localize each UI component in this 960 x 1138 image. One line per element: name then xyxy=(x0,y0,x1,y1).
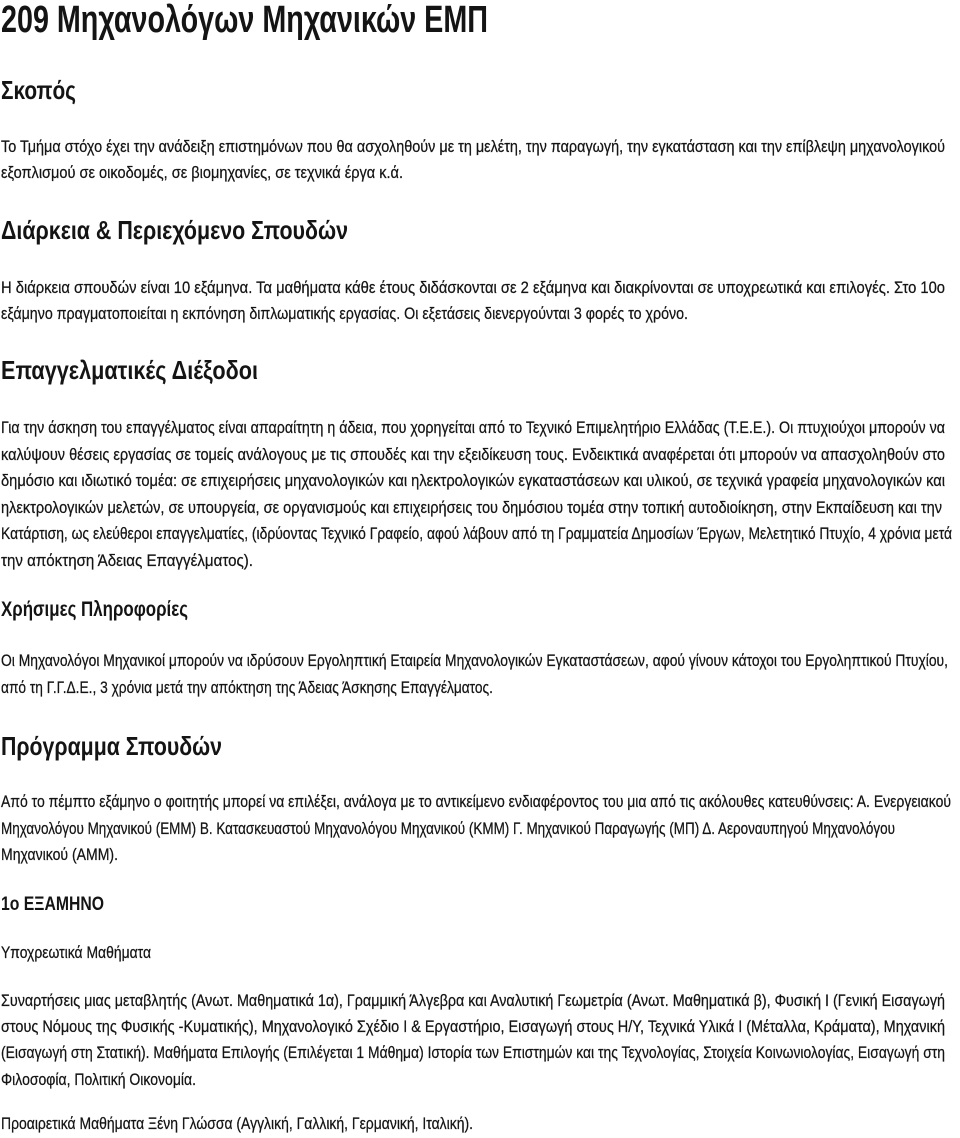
section-heading-purpose: Σκοπός xyxy=(1,75,76,105)
section-careers xyxy=(1,355,952,570)
paragraph-line: δημόσιο και ιδιωτικό τομέα: σε επιχειρήσεις μηχανολογικών και ηλεκτρολογικών εγκαταστάσεων και υλικού, σε τεχνικά γραφεία μηχανολογικών και xyxy=(1,471,946,490)
paragraph-line: Οι Μηχανολόγοι Μηχανικοί μπορούν να ιδρύσουν Εργοληπτική Εταιρεία Μηχανολογικών Εγκαταστάσεων, αφού γίνουν κάτοχοι του Εργοληπτικού Πτυχίου, xyxy=(1,651,948,670)
course-list-line: (Εισαγωγή στη Στατική). Μαθήματα Επιλογής (Επιλέγεται 1 Μάθημα) Ιστορία των Επιστημών και της Τεχνολογίας, Στοιχεία Κοινωνιολογίας, Εισαγωγή στη xyxy=(1,1043,945,1062)
semester-heading: 1ο ΕΞΑΜΗΝΟ xyxy=(1,894,104,915)
paragraph-line: Μηχανικού (ΑΜΜ). xyxy=(1,845,118,864)
section-heading-careers: Επαγγελματικές Διέξοδοι xyxy=(1,355,258,385)
optional-courses-line: Προαιρετικά Μαθήματα Ξένη Γλώσσα (Αγγλική, Γαλλική, Γερμανική, Ιταλική). xyxy=(1,1114,473,1133)
section-purpose xyxy=(1,75,945,182)
paragraph-line: Από το πέμπτο εξάμηνο ο φοιτητής μπορεί να επιλέξει, ανάλογα με το αντικείμενο ενδιαφέροντος του μια από τις ακόλουθες κατευθύνσεις: Α. Ενεργειακού xyxy=(1,792,951,811)
course-list-line: Φιλοσοφία, Πολιτική Οικονομία. xyxy=(1,1070,196,1089)
section-duration xyxy=(1,215,945,323)
paragraph-line: Το Τμήμα στόχο έχει την ανάδειξη επιστημόνων που θα ασχοληθούν με τη μελέτη, την παραγωγή, την εγκατάσταση και την επίβλεψη μηχανολογικού xyxy=(1,137,945,156)
section-heading-duration: Διάρκεια & Περιεχόμενο Σπουδών xyxy=(1,215,348,245)
semester-1 xyxy=(1,894,945,1133)
section-useful-info xyxy=(1,598,948,697)
paragraph-line: ηλεκτρολογικών μελετών, σε υπουργεία, σε οργανισμούς και επιχειρήσεις του δημόσιου τομέα στην τοπική αυτοδιοίκηση, στην Εκπαίδευση και την xyxy=(1,498,942,517)
required-courses-label: Υποχρεωτικά Μαθήματα xyxy=(1,943,152,962)
course-list-line: Συναρτήσεις μιας μεταβλητής (Ανωτ. Μαθηματικά 1α), Γραμμική Άλγεβρα και Αναλυτική Γεωμετρία (Ανωτ. Μαθηματικά β), Φυσική Ι (Γενική Εισαγωγή xyxy=(1,991,945,1010)
paragraph-line: καλύψουν θέσεις εργασίας σε τομείς ανάλογους με τις σπουδές και την εξειδίκευση τους. Ενδεικτικά αναφέρεται ότι μπορούν να απασχοληθούν στο xyxy=(1,445,945,464)
course-list-line: στους Νόμους της Φυσικής -Κυματικής), Μηχανολογικό Σχέδιο Ι & Εργαστήριο, Εισαγωγή στους Η/Υ, Τεχνικά Υλικά Ι (Μέταλλα, Κράματα), Μηχανική xyxy=(1,1017,945,1036)
section-curriculum xyxy=(1,731,951,1133)
paragraph-line: Κατάρτιση, ως ελεύθεροι επαγγελματίες, (ιδρύοντας Τεχνικό Γραφείο, αφού λάβουν από τη Γραμματεία Δημοσίων Έργων, Μελετητικό Πτυχίο, 4 χρόνια μετά xyxy=(1,524,953,543)
paragraph-line: από τη Γ.Γ.Δ.Ε., 3 χρόνια μετά την απόκτηση της Άδειας Άσκησης Επαγγέλματος. xyxy=(1,678,493,697)
paragraph-line: εξάμηνο πραγματοποιείται η εκπόνηση διπλωματικής εργασίας. Οι εξετάσεις διενεργούνται 3 φορές το χρόνο. xyxy=(1,304,688,323)
paragraph-line: την απόκτηση Άδειας Επαγγέλματος). xyxy=(1,551,253,570)
paragraph-line: Για την άσκηση του επαγγέλματος είναι απαραίτητη η άδεια, που χορηγείται από το Τεχνικό Επιμελητήριο Ελλάδας (Τ.Ε.Ε.). Οι πτυχιούχοι μπορούν να xyxy=(1,418,946,437)
page-title: 209 Μηχανολόγων Μηχανικών ΕΜΠ xyxy=(1,0,488,41)
paragraph-line: Η διάρκεια σπουδών είναι 10 εξάμηνα. Τα μαθήματα κάθε έτους διδάσκονται σε 2 εξάμηνα και διακρίνονται σε υποχρεωτικά και επιλογές. Στο 10ο xyxy=(1,278,945,297)
paragraph-line: Μηχανολόγου Μηχανικού (ΕΜΜ) Β. Κατασκευαστού Μηχανολόγου Μηχανικού (ΚΜΜ) Γ. Μηχανικού Παραγωγής (ΜΠ) Δ. Αεροναυπηγού Μηχανολόγου xyxy=(1,819,895,838)
section-heading-curriculum: Πρόγραμμα Σπουδών xyxy=(1,731,222,761)
section-heading-useful-info: Χρήσιμες Πληροφορίες xyxy=(1,598,189,621)
paragraph-line: εξοπλισμού σε οικοδομές, σε βιομηχανίες, σε τεχνικά έργα κ.ά. xyxy=(1,163,403,182)
